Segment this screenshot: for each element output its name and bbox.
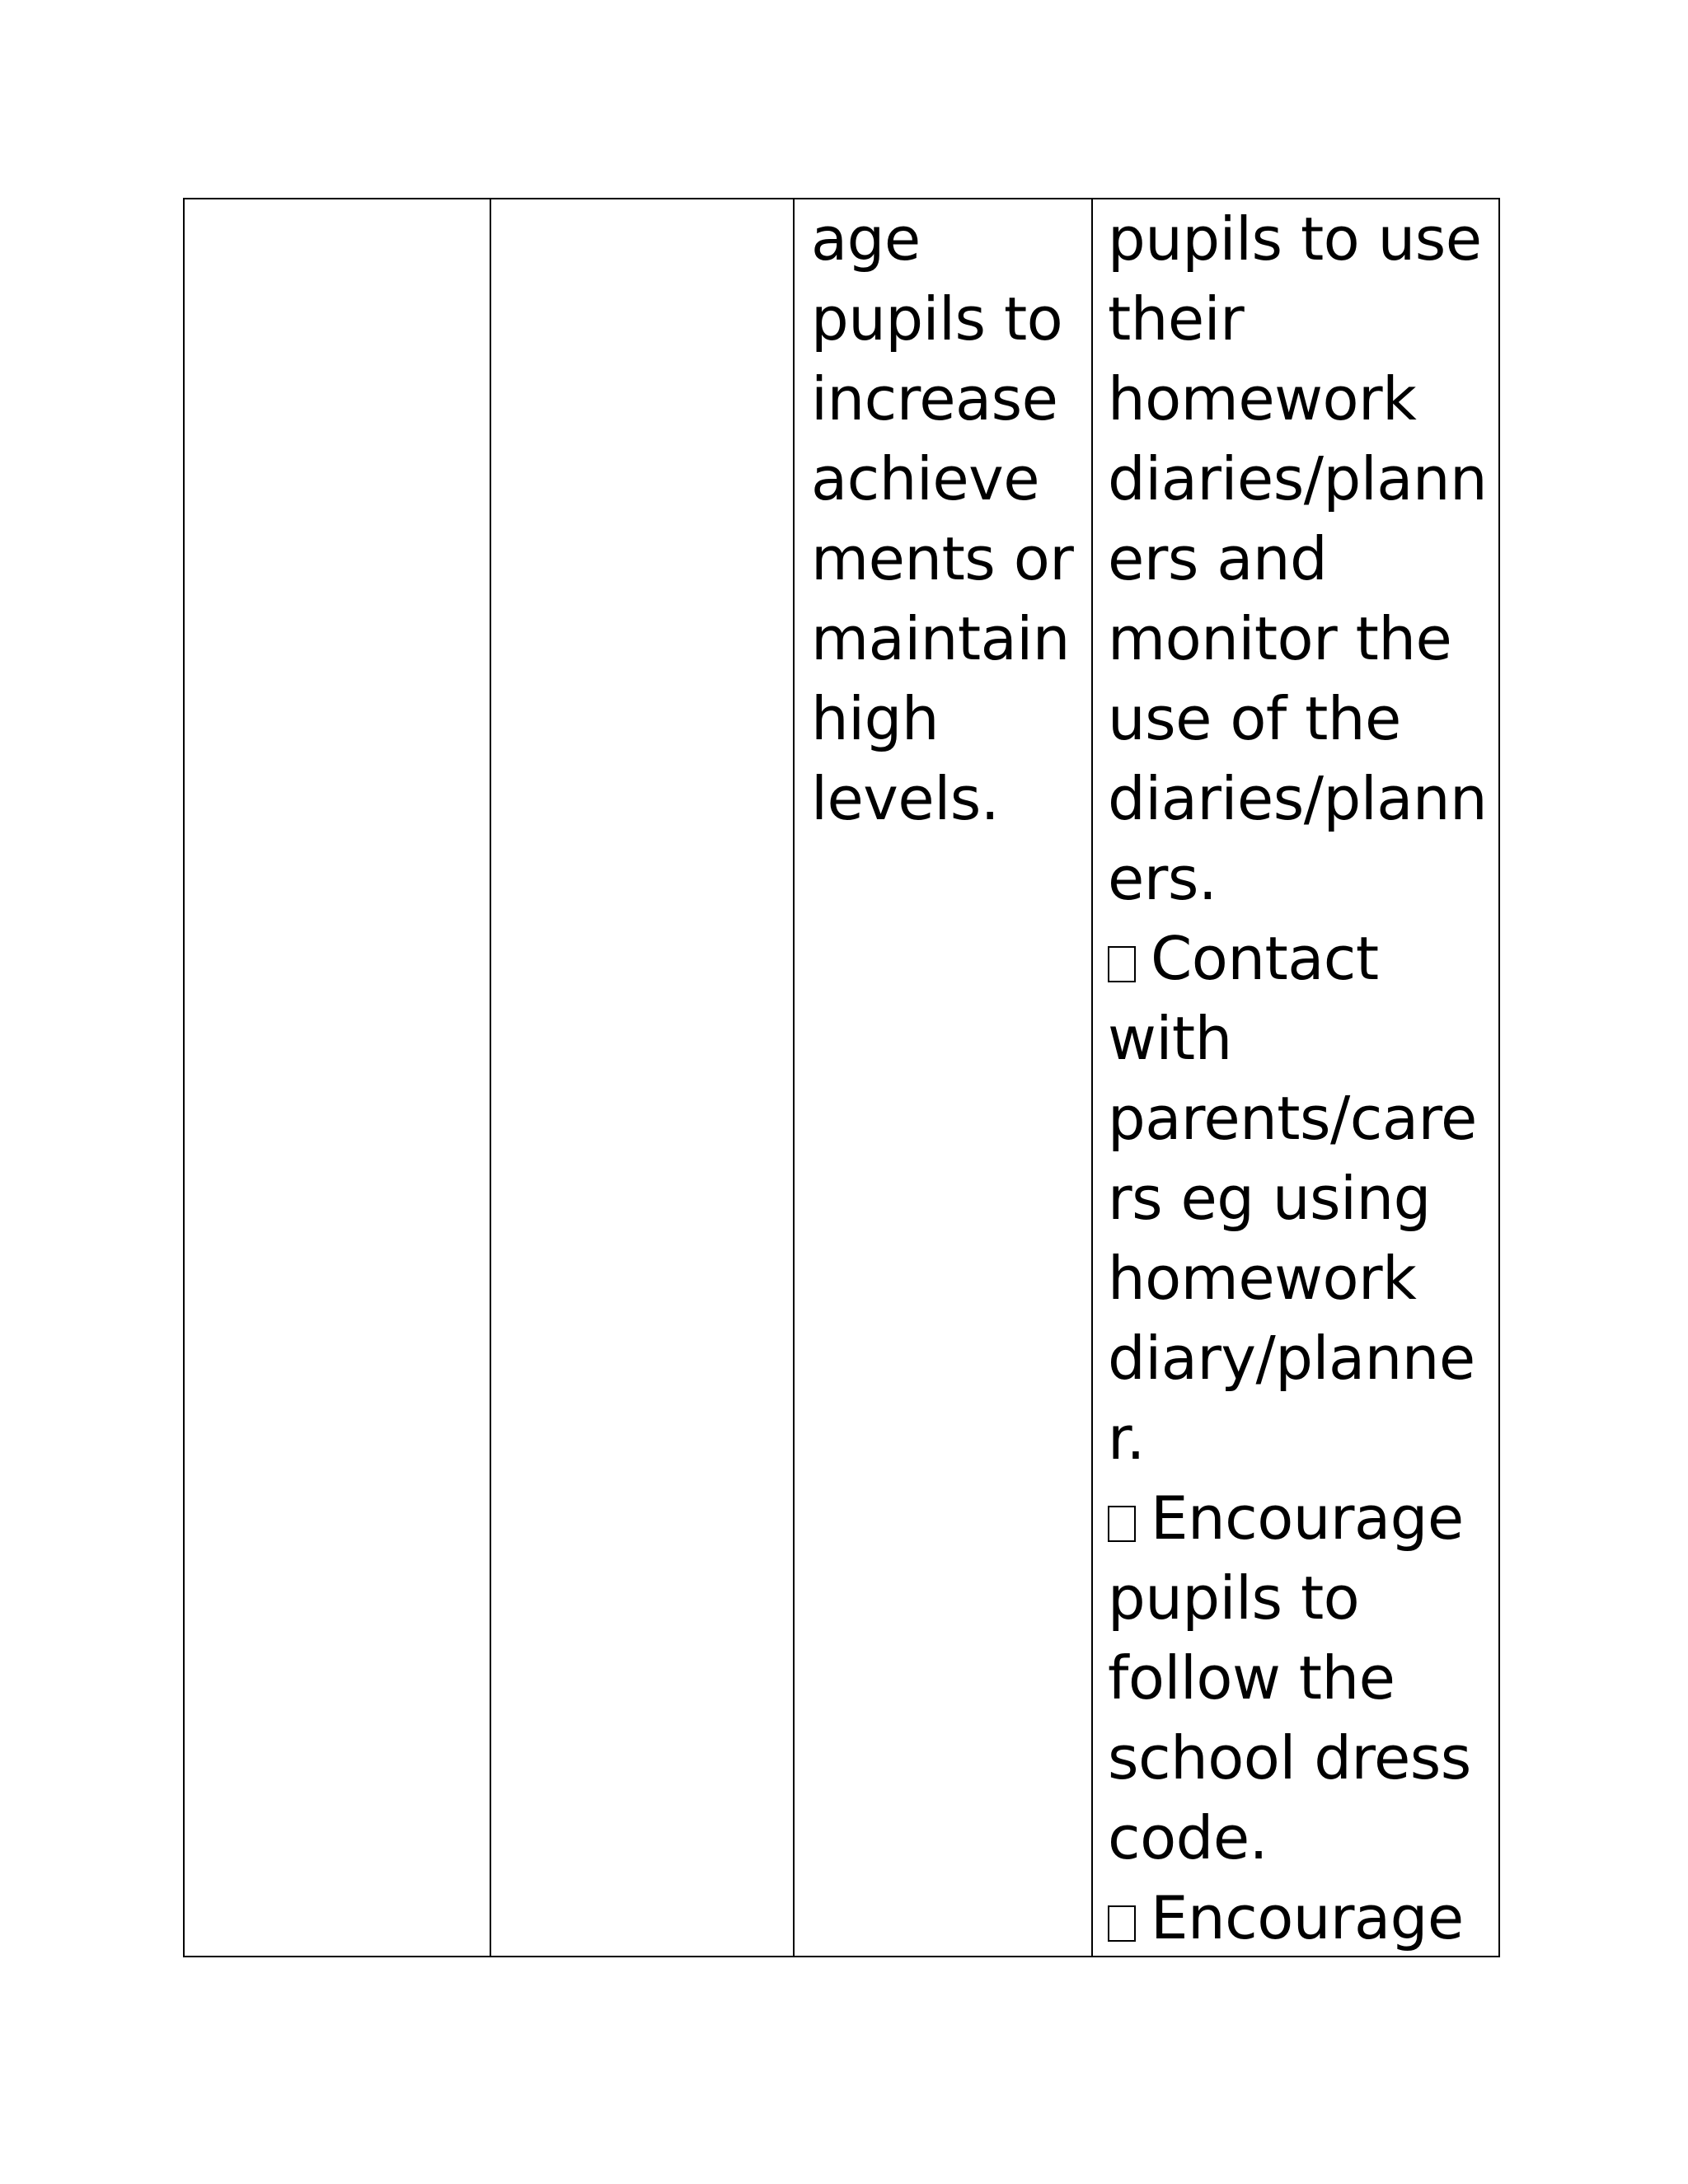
cell-text-line: high <box>811 684 939 753</box>
cell-text-line <box>1108 839 1487 919</box>
cell-text-line <box>1108 1558 1487 1638</box>
cell-text-line <box>1108 359 1487 439</box>
cell-text: pupils to <box>1108 1563 1360 1633</box>
cell-text-line <box>1108 279 1487 359</box>
cell-text: ers. <box>1108 844 1217 913</box>
bullet-placeholder-icon <box>1108 946 1136 982</box>
bullet-line <box>1108 1479 1487 1558</box>
cell-text: their <box>1108 284 1245 354</box>
bullet-placeholder-icon <box>1108 1905 1136 1942</box>
cell-text-line: age <box>811 204 921 274</box>
cell-text-line <box>1108 1239 1487 1319</box>
cell-text: ers and <box>1108 524 1328 593</box>
cell-text-line: increase <box>811 364 1058 434</box>
bullet-line <box>1108 1878 1487 1958</box>
cell-text-line <box>1108 999 1487 1079</box>
cell-text-line <box>1108 759 1487 839</box>
cell-text: follow the <box>1108 1643 1395 1713</box>
cell-text: school dress <box>1108 1723 1471 1793</box>
cell-text: rs eg using <box>1108 1164 1431 1233</box>
cell-text-line <box>1108 199 1487 279</box>
cell-text: homework <box>1108 1244 1417 1313</box>
cell-text: r. <box>1108 1404 1145 1473</box>
cell-text: monitor the <box>1108 604 1452 673</box>
bullet-line <box>1108 919 1487 999</box>
cell-text-line <box>1108 599 1487 679</box>
cell-text-line <box>1108 1718 1487 1798</box>
cell-text-line <box>1108 679 1487 759</box>
cell-text-line: achieve <box>811 444 1040 513</box>
table-cell-column-4 <box>1108 199 1487 1958</box>
cell-text-line <box>1108 1159 1487 1239</box>
cell-text-line: ments or <box>811 524 1074 593</box>
column-divider-3 <box>1091 199 1093 1956</box>
cell-text: pupils to use <box>1108 204 1482 274</box>
cell-text: parents/care <box>1108 1084 1477 1153</box>
cell-text-line <box>1108 519 1487 599</box>
cell-text-line: levels. <box>811 764 1000 833</box>
cell-text: Encourage <box>1151 1883 1464 1952</box>
cell-text: with <box>1108 1004 1232 1073</box>
cell-text: Contact <box>1151 924 1379 993</box>
cell-text: Encourage <box>1151 1483 1464 1553</box>
cell-text-line <box>1108 1798 1487 1878</box>
column-divider-1 <box>490 199 491 1956</box>
cell-text-line: maintain <box>811 604 1070 673</box>
table-cell-column-3 <box>811 199 1073 839</box>
cell-text: diaries/plann <box>1108 444 1488 513</box>
cell-text-line <box>1108 439 1487 519</box>
cell-text-line <box>1108 1638 1487 1718</box>
cell-text: diary/planne <box>1108 1324 1475 1393</box>
cell-text-line <box>1108 1079 1487 1159</box>
cell-text: code. <box>1108 1803 1268 1872</box>
bullet-placeholder-icon <box>1108 1506 1136 1542</box>
cell-text: diaries/plann <box>1108 764 1488 833</box>
cell-text-line <box>1108 1399 1487 1479</box>
cell-text-line <box>1108 1319 1487 1399</box>
cell-text: homework <box>1108 364 1417 434</box>
cell-text-line: pupils to <box>811 284 1063 354</box>
document-table <box>183 198 1500 1957</box>
cell-text: use of the <box>1108 684 1401 753</box>
column-divider-2 <box>793 199 795 1956</box>
